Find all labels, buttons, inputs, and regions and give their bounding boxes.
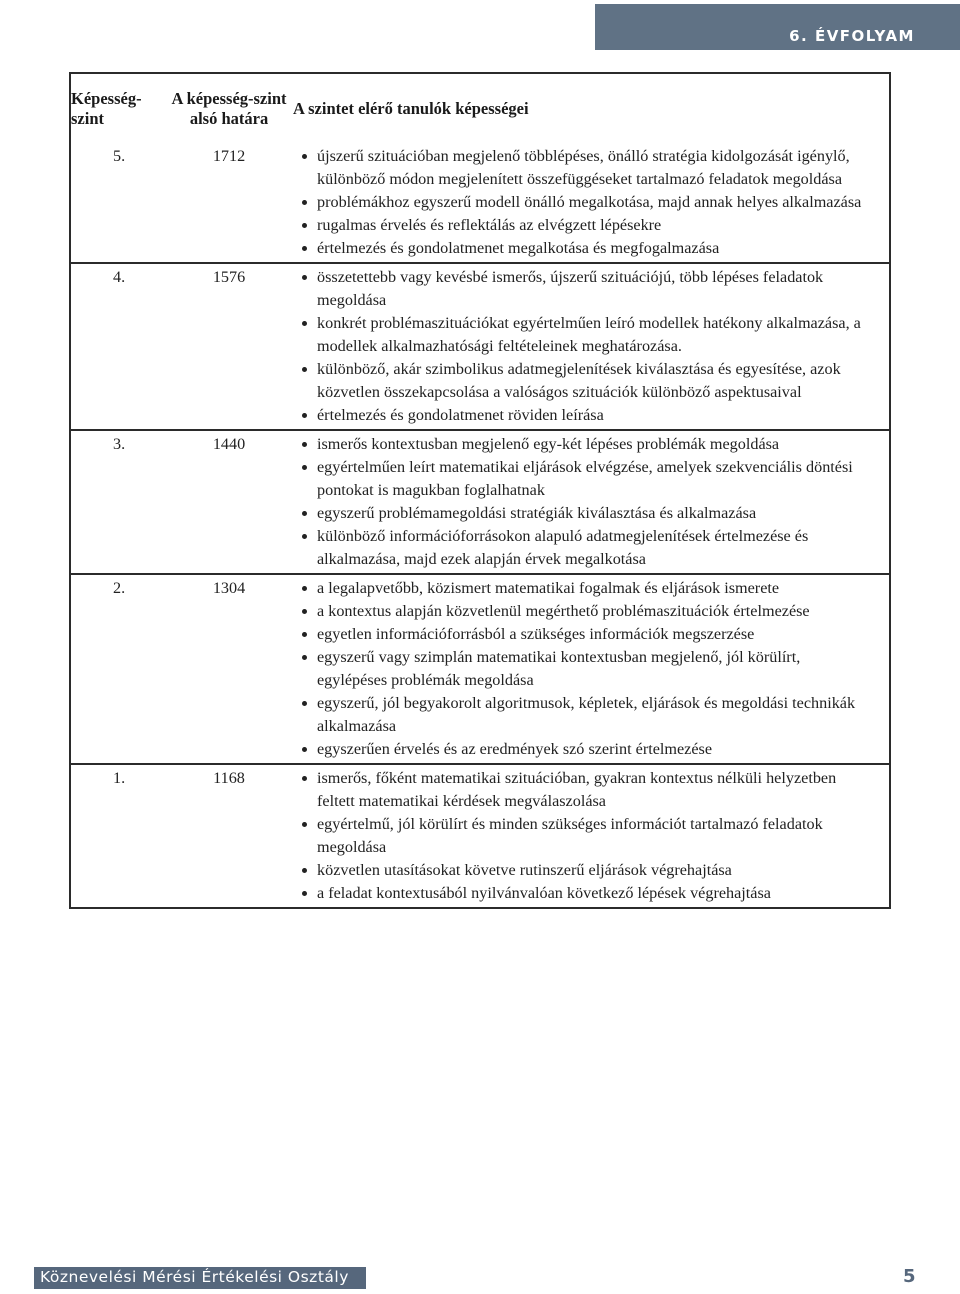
header-lower-bound: A képesség-szint alsó határa (171, 88, 287, 128)
list-item: a feladat kontextusából nyilvánvalóan következő lépések végrehajtása (293, 882, 873, 905)
list-item: a legalapvetőbb, közismert matematikai fogalmak és eljárások ismerete (293, 577, 873, 600)
skill-list (293, 767, 873, 905)
skill-list (293, 145, 873, 260)
table-row (70, 430, 890, 574)
level-description (293, 574, 890, 764)
grade-banner (595, 4, 960, 50)
table-row (70, 574, 890, 764)
level-lower-bound: 1168 (165, 764, 293, 908)
level-description (293, 764, 890, 908)
header-skill-level: Képesség-szint (71, 88, 142, 128)
list-item: egyszerű vagy szimplán matematikai kontextusban megjelenő, jól körülírt, egylépéses problémák megoldása (293, 646, 873, 692)
level-number: 2. (70, 574, 165, 764)
footer-bar (34, 1267, 366, 1289)
table-body (70, 143, 890, 908)
level-number: 4. (70, 263, 165, 430)
list-item: egyetlen információforrásból a szükséges információk megszerzése (293, 623, 873, 646)
level-number: 5. (113, 147, 126, 165)
list-item: értelmezés és gondolatmenet röviden leírása (293, 404, 873, 427)
skill-list (293, 577, 873, 761)
skill-levels-table (69, 72, 891, 909)
table-row (70, 263, 890, 430)
skill-list (293, 266, 873, 427)
table-header-row (70, 73, 890, 143)
list-item: konkrét problémaszituációkat egyértelműen leíró modellek hatékony alkalmazása, a modellek alkalmazhatósági feltételeinek meghatározása. (293, 312, 873, 358)
table-row (70, 764, 890, 908)
skill-list (293, 433, 873, 571)
list-item: különböző információforrásokon alapuló adatmegjelenítések értelmezése és alkalmazása, majd ezek alapján érvek megalkotása (293, 525, 873, 571)
list-item: rugalmas érvelés és reflektálás az elvégzett lépésekre (293, 214, 873, 237)
list-item: értelmezés és gondolatmenet megalkotása és megfogalmazása (293, 237, 873, 260)
level-description (293, 263, 890, 430)
list-item: egyértelmű, jól körülírt és minden szükséges információt tartalmazó feladatok megoldása (293, 813, 873, 859)
list-item: összetettebb vagy kevésbé ismerős, újszerű szituációjú, több lépéses feladatok megoldása (293, 266, 873, 312)
list-item: újszerű szituációban megjelenő többlépéses, önálló stratégia kidolgozását igénylő, különböző módon megjelenített összefüggéseket tartalmazó feladatok megoldása (293, 145, 873, 191)
level-lower-bound: 1304 (165, 574, 293, 764)
level-description (293, 143, 890, 263)
list-item: egyszerűen érvelés és az eredmények szó szerint értelmezése (293, 738, 873, 761)
level-number: 3. (70, 430, 165, 574)
list-item: ismerős kontextusban megjelenő egy-két lépéses problémák megoldása (293, 433, 873, 456)
list-item: ismerős, főként matematikai szituációban, gyakran kontextus nélküli helyzetben feltett matematikai kérdések megválaszolása (293, 767, 873, 813)
level-number: 1. (70, 764, 165, 908)
level-lower-bound: 1576 (165, 263, 293, 430)
header-description: A szintet elérő tanulók képességei (293, 98, 529, 118)
list-item: egyszerű, jól begyakorolt algoritmusok, képletek, eljárások és megoldási technikák alkalmazása (293, 692, 873, 738)
footer-organization: Köznevelési Mérési Értékelési Osztály (40, 1268, 349, 1286)
level-description (293, 430, 890, 574)
level-lower-bound: 1440 (165, 430, 293, 574)
level-lower-bound: 1712 (212, 147, 246, 165)
table-row (70, 143, 890, 263)
list-item: egyértelműen leírt matematikai eljárások elvégzése, amelyek szekvenciális döntési pontokat is magukban foglalhatnak (293, 456, 873, 502)
list-item: problémákhoz egyszerű modell önálló megalkotása, majd annak helyes alkalmazása (293, 191, 873, 214)
list-item: közvetlen utasításokat követve rutinszerű eljárások végrehajtása (293, 859, 873, 882)
list-item: egyszerű problémamegoldási stratégiák kiválasztása és alkalmazása (293, 502, 873, 525)
page-number: 5 (903, 1266, 916, 1287)
grade-label: 6. ÉVFOLYAM (789, 27, 915, 45)
list-item: a kontextus alapján közvetlenül megérthető problémaszituációk értelmezése (293, 600, 873, 623)
list-item: különböző, akár szimbolikus adatmegjelenítések kiválasztása és egyesítése, azok közvetlen összekapcsolása a valóságos szituációk különböző aspektusaival (293, 358, 873, 404)
